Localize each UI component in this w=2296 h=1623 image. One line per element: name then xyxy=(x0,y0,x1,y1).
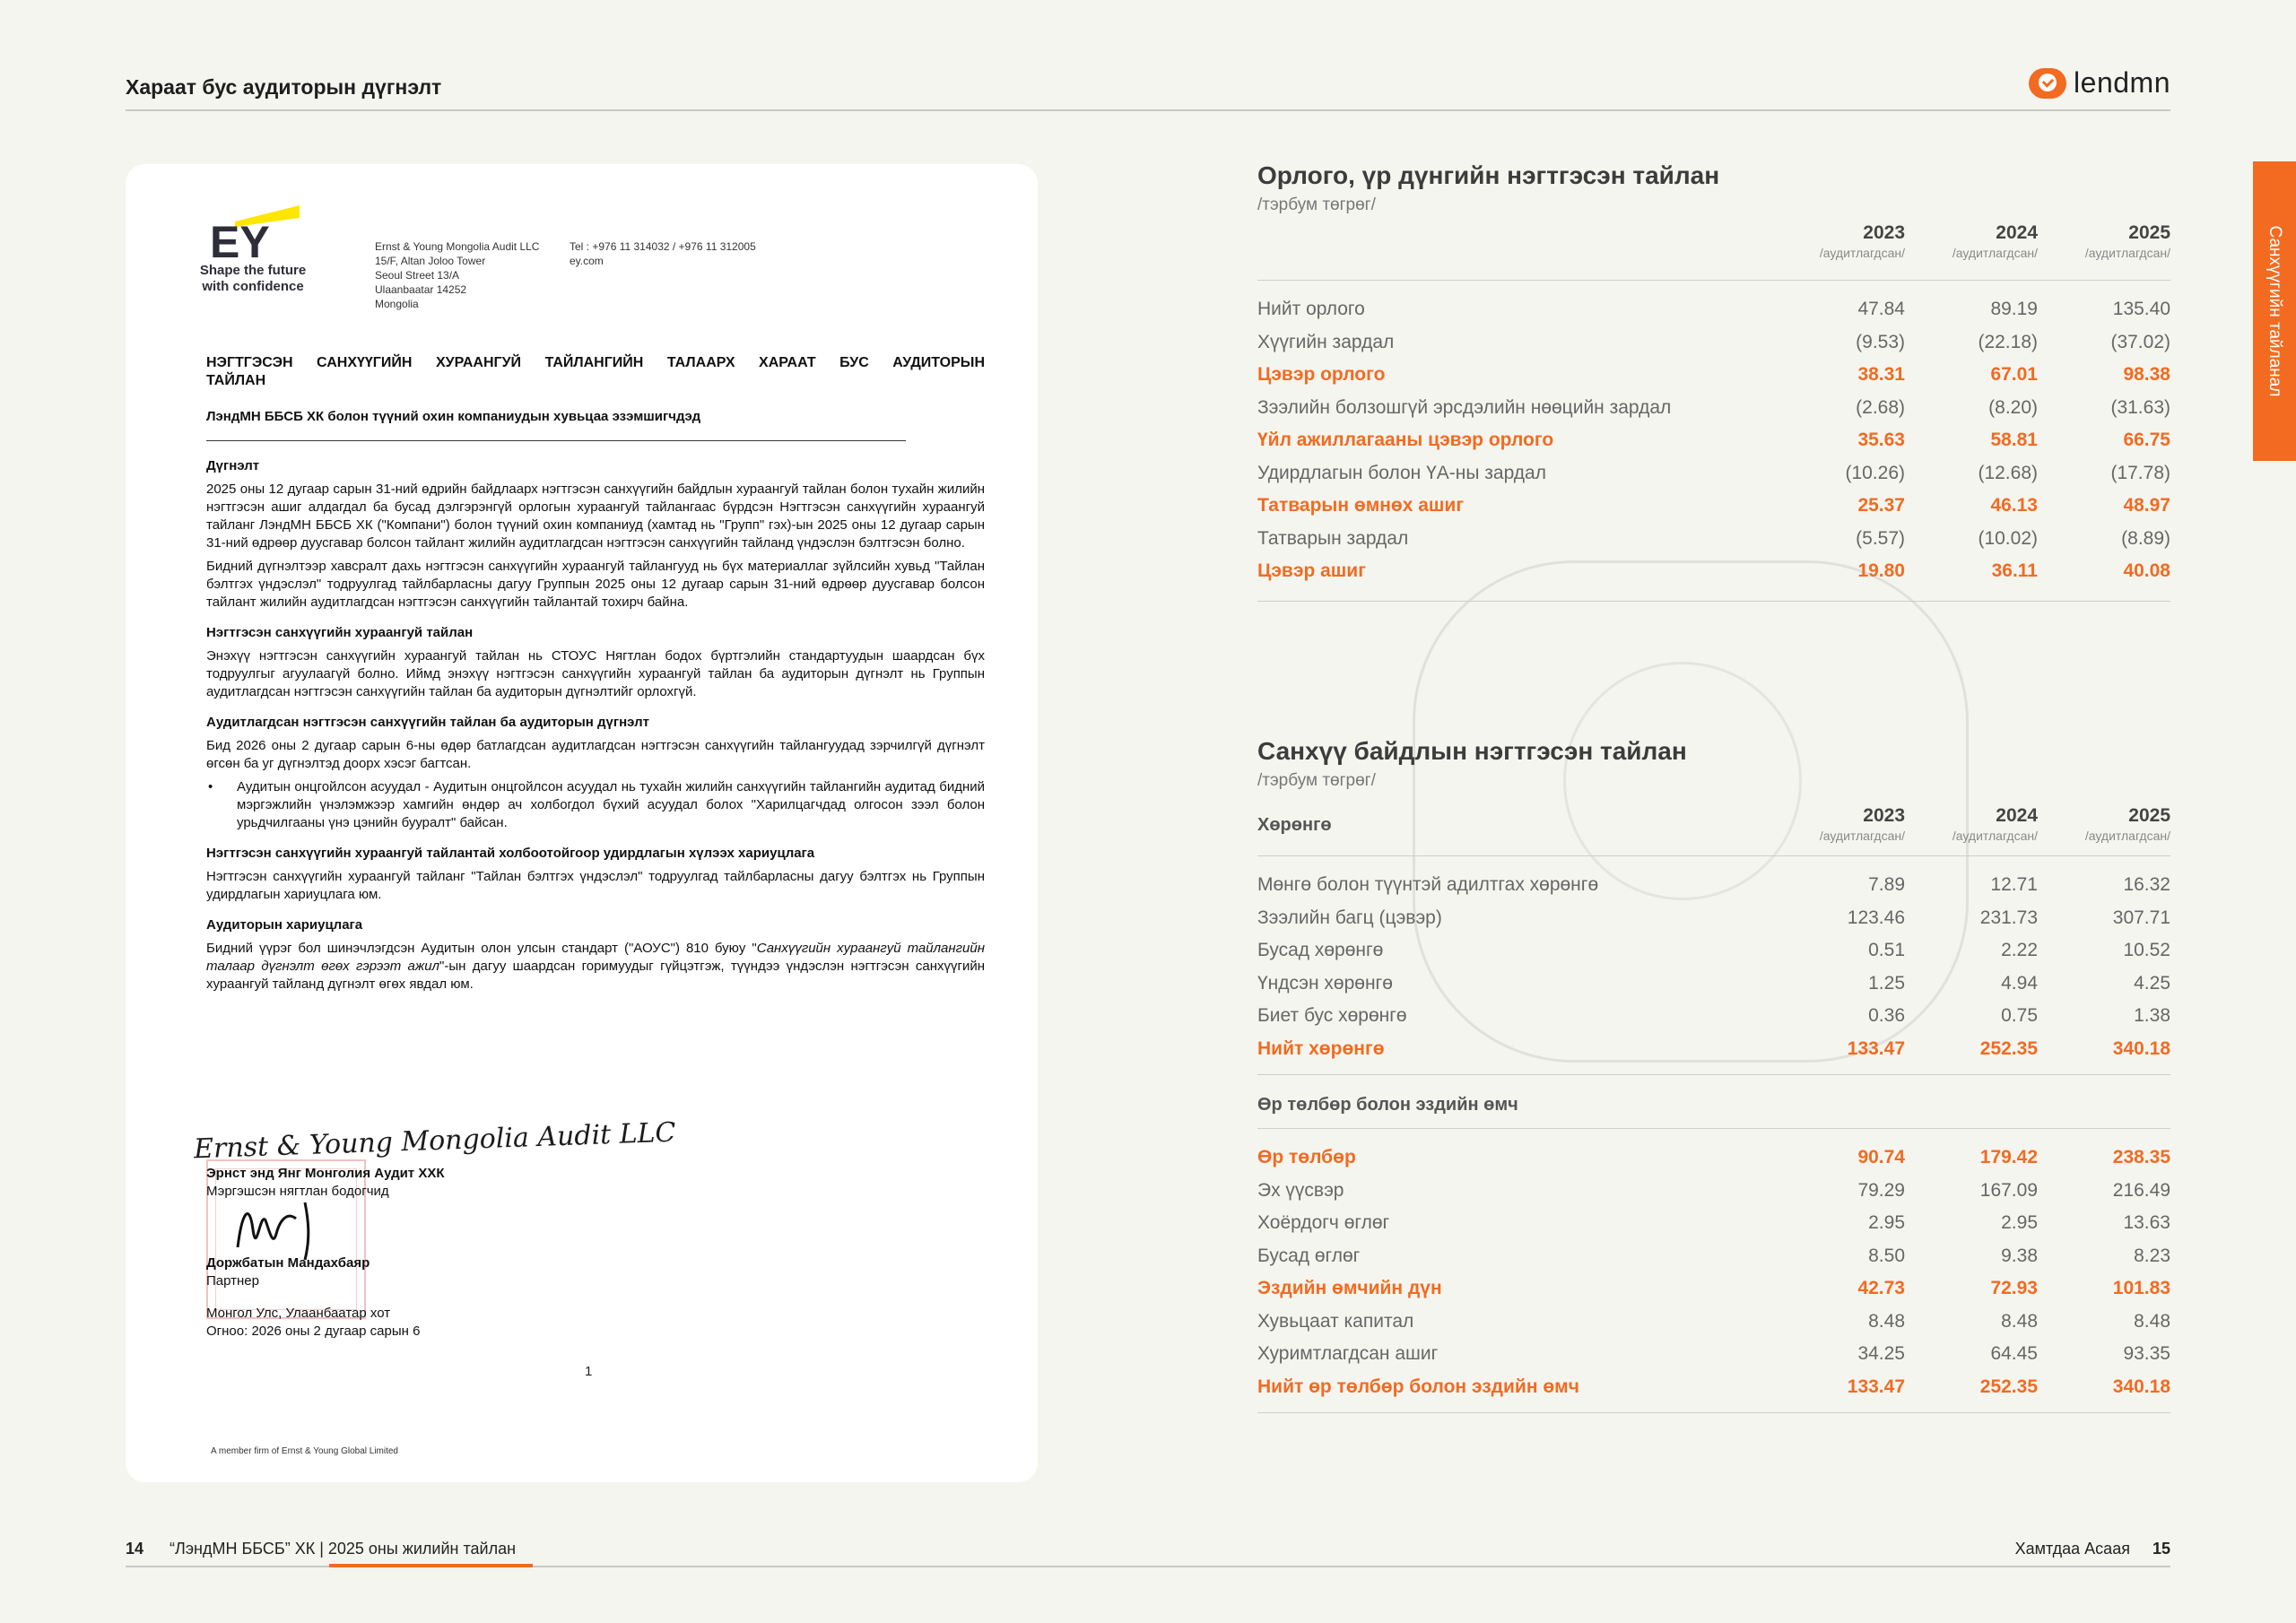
balance-sheet xyxy=(1257,737,2170,1413)
audited-paragraph: Бид 2026 оны 2 дугаар сарын 6-ны өдөр батлагдсан аудитлагдсан нэгтгэсэн санхүүгийн тайлангуудад зэрчилгүй дүгнэлт өгсөн ба уг дүгнэлтэд доорх хэсэг багтсан. xyxy=(206,738,985,771)
row-value: 307.71 xyxy=(2112,907,2170,928)
row-label: Зээлийн болзошгүй эрсдэлийн нөөцийн зардал xyxy=(1257,396,1672,418)
opinion-paragraph: Бидний дүгнэлтээр хавсралт дахь нэгтгэсэн санхүүгийн хураангуй тайлангууд нь бүх материаллаг зүйлсийн хувьд "Тайлан бэлтгэх үндэслэл" тодруулгад тайлбарласны дагуу Группын 2025 оны 12 дугаар сарын 31-ний өдрөөр дуусгавар болсон тайлант жилийн аудитлагдсан нэгтгэсэн санхүүгийн тайлантай тохирч байна. xyxy=(206,559,985,610)
row-label: Үндсэн хөрөнгө xyxy=(1257,972,1393,994)
key-audit-matter-item xyxy=(206,778,985,832)
row-value: 252.35 xyxy=(1979,1037,2038,1059)
income-unit: /тэрбум төгрөг/ xyxy=(1257,195,1376,214)
table-row xyxy=(1257,1306,2170,1339)
row-label: Мөнгө болон түүнтэй адилтгах хөрөнгө xyxy=(1257,874,1599,896)
row-value: 89.19 xyxy=(1990,299,2038,320)
auditor-paragraph: Бидний үүрэг бол шинэчлэгдсэн Аудитын олон улсын стандарт ("АОУС") 810 буюу "Санхүүгийн хураангуй тайлангийн талаар дүгнэлт өгөх гэрээт ажил"-ын дагуу шаардсан горимуудыг гүйцэтгэж, түүндээ үндэслэн нэгтгэсэн санхүүгийн хураангуй тайланд дүгнэлт өгөх явдал юм. xyxy=(206,941,986,992)
address-line: Mongolia xyxy=(375,298,419,310)
income-title: Орлого, үр дүнгийн нэгтгэсэн тайлан xyxy=(1257,161,1720,189)
footer-left-text: “ЛэндМН ББСБ” ХК | 2025 оны жилийн тайлан xyxy=(170,1540,517,1558)
row-label: Цэвэр орлого xyxy=(1257,364,1386,386)
row-value: (5.57) xyxy=(1856,527,1905,549)
row-value: 0.51 xyxy=(1868,940,1905,961)
footer-left-page: 14 xyxy=(126,1540,144,1558)
row-value: 72.93 xyxy=(1990,1278,2038,1299)
table-row xyxy=(1257,1240,2170,1273)
row-value: 8.48 xyxy=(1868,1310,1905,1332)
row-value: (10.26) xyxy=(1845,462,1905,483)
table-row xyxy=(1257,424,2170,457)
assets-label: Хөрөнгө xyxy=(1257,815,1332,835)
year-label: 2023 xyxy=(1863,222,1905,243)
income-year-header xyxy=(1257,222,2170,280)
firm-role: Мэргэшсэн нягтлан бодогчид xyxy=(206,1184,389,1199)
report-date: Огноо: 2026 оны 2 дугаар сарын 6 xyxy=(206,1324,421,1339)
row-label: Хувьцаат капитал xyxy=(1257,1310,1414,1332)
row-value: 252.35 xyxy=(1979,1376,2038,1397)
row-value: 35.63 xyxy=(1857,430,1905,451)
table-row xyxy=(1257,1000,2170,1033)
side-tab-label: Санхүүгийн тайланал xyxy=(2266,225,2284,397)
row-value: 1.38 xyxy=(2134,1005,2170,1027)
ey-logo-icon xyxy=(199,202,307,257)
table-row xyxy=(1257,1207,2170,1240)
row-value: 36.11 xyxy=(1991,560,2038,582)
logo-text: lendmn xyxy=(2074,66,2170,99)
header-divider xyxy=(126,109,2170,111)
address-line: Ernst & Young Mongolia Audit LLC xyxy=(375,240,540,253)
row-value: 8.48 xyxy=(2001,1310,2038,1332)
ey-logo xyxy=(190,202,316,295)
row-value: 40.08 xyxy=(2123,560,2170,582)
ey-tel: Tel : +976 11 314032 / +976 11 312005 xyxy=(570,240,756,253)
row-value: 58.81 xyxy=(1990,430,2038,451)
row-label: Цэвэр ашиг xyxy=(1257,560,1366,582)
table-row xyxy=(1257,1141,2170,1175)
asset-rows xyxy=(1257,856,2170,1074)
row-value: (31.63) xyxy=(2110,396,2170,418)
row-value: 16.32 xyxy=(2123,874,2170,896)
letter-page-number: 1 xyxy=(585,1364,593,1379)
year-label: 2024 xyxy=(1996,805,2038,826)
row-value: (10.02) xyxy=(1978,527,2038,549)
row-value: (17.78) xyxy=(2110,462,2170,483)
table-row xyxy=(1257,523,2170,556)
ey-address xyxy=(375,239,539,311)
income-statement xyxy=(1257,161,2170,602)
row-value: 42.73 xyxy=(1857,1278,1905,1299)
row-value: 98.38 xyxy=(2123,364,2170,386)
audited-label: /аудитлагдсан/ xyxy=(1952,829,2038,843)
lendmn-check-icon xyxy=(2029,68,2066,99)
audited-label: /аудитлагдсан/ xyxy=(2084,246,2170,260)
row-label: Татварын зардал xyxy=(1257,527,1409,549)
footer-right xyxy=(2015,1540,2170,1558)
address-line: 15/F, Altan Joloo Tower xyxy=(375,255,486,267)
row-value: 13.63 xyxy=(2123,1212,2170,1234)
row-label: Нийт өр төлбөр болон эздийн өмч xyxy=(1257,1376,1579,1397)
row-label: Эздийн өмчийн дүн xyxy=(1257,1278,1442,1299)
table-row xyxy=(1257,555,2170,588)
bullet-icon: • xyxy=(208,779,213,794)
row-value: (22.18) xyxy=(1978,331,2038,352)
row-value: 9.38 xyxy=(2001,1245,2038,1266)
table-row xyxy=(1257,968,2170,1001)
signature-block xyxy=(206,1165,445,1341)
address-line: Ulaanbaatar 14252 xyxy=(375,283,467,296)
audited-heading: Аудитлагдсан нэгтгэсэн санхүүгийн тайлан ба аудиторын дүгнэлт xyxy=(206,715,649,730)
row-value: 47.84 xyxy=(1857,299,1905,320)
letter-title: НЭГТГЭСЭН САНХҮҮГИЙН ХУРААНГУЙ ТАЙЛАНГИЙН ТАЛААРХ ХАРААТ БУС АУДИТОРЫН xyxy=(206,355,985,370)
address-line: Seoul Street 13/A xyxy=(375,269,460,282)
summary-heading: Нэгтгэсэн санхүүгийн хураангуй тайлан xyxy=(206,625,474,640)
footer-right-page: 15 xyxy=(2152,1540,2170,1558)
table-row xyxy=(1257,902,2170,935)
row-value: 66.75 xyxy=(2123,430,2170,451)
row-value: 8.48 xyxy=(2134,1310,2170,1332)
row-value: 25.37 xyxy=(1857,495,1905,516)
row-label: Бусад өглөг xyxy=(1257,1245,1361,1266)
row-value: 34.25 xyxy=(1857,1343,1905,1365)
table-row xyxy=(1257,1371,2170,1404)
place: Монгол Улс, Улаанбаатар хот xyxy=(206,1306,391,1321)
income-rows xyxy=(1257,281,2170,601)
row-value: 0.75 xyxy=(2001,1005,2038,1027)
audit-report-card xyxy=(126,164,1038,1482)
ey-web: ey.com xyxy=(570,255,604,267)
row-value: 231.73 xyxy=(1979,907,2038,928)
year-label: 2023 xyxy=(1863,805,1905,826)
row-value: 1.25 xyxy=(1868,972,1905,994)
row-label: Өр төлбөр xyxy=(1257,1147,1356,1168)
row-value: 133.47 xyxy=(1847,1037,1905,1059)
table-row xyxy=(1257,1272,2170,1306)
liabilities-label: Өр төлбөр болон эздийн өмч xyxy=(1257,1095,1518,1115)
balance-unit: /тэрбум төгрөг/ xyxy=(1257,771,1376,790)
firm-script-signature: Ernst & Young Mongolia Audit LLC xyxy=(193,1116,677,1166)
footer-accent-bar xyxy=(329,1564,533,1567)
table-row xyxy=(1257,1338,2170,1371)
balance-year-header xyxy=(1257,805,2170,855)
year-label: 2024 xyxy=(1996,222,2038,243)
partner-name: Доржбатын Мандахбаяр xyxy=(206,1255,370,1271)
row-label: Татварын өмнөх ашиг xyxy=(1257,495,1465,516)
firm-name: Эрнст энд Янг Монголия Аудит ХХК xyxy=(206,1166,445,1181)
row-value: 4.25 xyxy=(2134,972,2170,994)
auditor-heading: Аудиторын хариуцлага xyxy=(206,917,363,933)
ey-tagline-2: with confidence xyxy=(202,279,304,294)
row-value: 167.09 xyxy=(1979,1179,2038,1201)
row-value: 216.49 xyxy=(2112,1179,2170,1201)
audited-label: /аудитлагдсан/ xyxy=(1819,246,1905,260)
svg-text:EY: EY xyxy=(210,217,270,257)
row-value: 67.01 xyxy=(1990,364,2038,386)
row-value: 123.46 xyxy=(1847,907,1905,928)
row-label: Хуримтлагдсан ашиг xyxy=(1257,1343,1439,1365)
liability-rows xyxy=(1257,1129,2170,1412)
year-label: 2025 xyxy=(2128,805,2170,826)
row-value: 12.71 xyxy=(1990,874,2038,896)
footer-right-text: Хамтдаа Асаая xyxy=(2014,1540,2130,1558)
management-heading: Нэгтгэсэн санхүүгийн хураангуй тайлантай холбоотойгоор удирдлагын хүлээх хариуцлага xyxy=(206,846,815,861)
ey-contact xyxy=(570,239,756,268)
row-label: Зээлийн багц (цэвэр) xyxy=(1257,907,1442,928)
audited-label: /аудитлагдсан/ xyxy=(2084,829,2170,843)
row-label: Нийт хөрөнгө xyxy=(1257,1037,1385,1059)
row-value: 38.31 xyxy=(1857,364,1905,386)
row-value: 19.80 xyxy=(1857,560,1905,582)
row-value: 7.89 xyxy=(1868,874,1905,896)
row-value: (37.02) xyxy=(2110,331,2170,352)
row-value: (2.68) xyxy=(1856,396,1905,418)
management-paragraph: Нэгтгэсэн санхүүгийн хураангуй тайланг "Тайлан бэлтгэх үндэслэл" тодруулгад тайлбарласны дагуу бэлтгэх нь Группын удирдлагын хариуцлага юм. xyxy=(206,869,985,902)
section-side-tab[interactable] xyxy=(2253,161,2296,461)
lendmn-logo xyxy=(2029,66,2170,100)
table-row xyxy=(1257,293,2170,326)
row-value: 79.29 xyxy=(1857,1179,1905,1201)
row-label: Эх үүсвэр xyxy=(1257,1179,1344,1201)
footer-left xyxy=(126,1540,516,1558)
row-value: 2.95 xyxy=(2001,1212,2038,1234)
row-value: (8.89) xyxy=(2121,527,2170,549)
member-firm-note: A member firm of Ernst & Young Global Limited xyxy=(211,1446,398,1456)
row-value: 48.97 xyxy=(2123,495,2170,516)
row-value: 46.13 xyxy=(1990,495,2038,516)
row-value: 238.35 xyxy=(2112,1147,2170,1168)
table-rule xyxy=(1257,1412,2170,1413)
row-label: Хүүгийн зардал xyxy=(1257,331,1395,352)
row-label: Бусад хөрөнгө xyxy=(1257,940,1384,961)
year-label: 2025 xyxy=(2128,222,2170,243)
row-value: 0.36 xyxy=(1868,1005,1905,1027)
row-value: 2.22 xyxy=(2001,940,2038,961)
table-row xyxy=(1257,392,2170,425)
audited-label: /аудитлагдсан/ xyxy=(1952,246,2038,260)
row-value: 10.52 xyxy=(2123,940,2170,961)
row-value: 8.50 xyxy=(1868,1245,1905,1266)
row-value: 2.95 xyxy=(1868,1212,1905,1234)
row-label: Удирдлагын болон ҮА-ны зардал xyxy=(1257,462,1546,483)
letter-addressee: ЛэндМН ББСБ ХК болон түүний охин компаниудын хувьцаа эзэмшигчдэд xyxy=(206,409,701,424)
audited-label: /аудитлагдсан/ xyxy=(1819,829,1905,843)
row-value: (12.68) xyxy=(1978,462,2038,483)
row-value: 101.83 xyxy=(2112,1278,2170,1299)
row-value: (8.20) xyxy=(1988,396,2038,418)
audit-letter-body xyxy=(206,354,985,999)
letter-title-2: ТАЙЛАН xyxy=(206,373,266,388)
summary-paragraph: Энэхүү нэгтгэсэн санхүүгийн хураангуй тайлан нь СТОУС Нягтлан бодох бүртгэлийн стандартуудын шаардсан бүх тодруулгыг агуулаагүй болно. Иймд энэхүү нэгтгэсэн санхүүгийн хураангуй тайлан ба аудиторын дүгнэлт нь Группын аудитлагдсан нэгтгэсэн санхүүгийн тайлан ба аудиторын дүгнэлтийг орлохгүй. xyxy=(206,648,985,699)
opinion-heading: Дүгнэлт xyxy=(206,458,260,473)
table-row xyxy=(1257,934,2170,968)
page-header-title: Хараат бус аудиторын дүгнэлт xyxy=(126,75,442,99)
ey-tagline-1: Shape the future xyxy=(199,263,307,278)
table-row xyxy=(1257,326,2170,360)
partner-role: Партнер xyxy=(206,1273,259,1289)
row-value: 4.94 xyxy=(2001,972,2038,994)
row-value: (9.53) xyxy=(1856,331,1905,352)
row-label: Биет бус хөрөнгө xyxy=(1257,1005,1407,1027)
table-row xyxy=(1257,1175,2170,1208)
row-label: Үйл ажиллагааны цэвэр орлого xyxy=(1257,430,1554,451)
row-value: 8.23 xyxy=(2134,1245,2170,1266)
balance-title: Санхүү байдлын нэгтгэсэн тайлан xyxy=(1257,737,1687,765)
opinion-paragraph: 2025 оны 12 дугаар сарын 31-ний өдрийн байдлаарх нэгтгэсэн санхүүгийн байдлын хураангуй тайлан болон тухайн жилийн нэгтгэсэн ашиг алдагдал ба бусад дэлгэрэнгүй орлогын хураангуй тайлангаас бүрдсэн Нэгтгэсэн санхүүгийн хураангуй тайланг ЛэндМН ББСБ ХК ("Компани") болон түүний охин компаниуд (хамтад нь "Групп" гэх)-ын 2025 оны 12 дугаар сарын 31-ний өдрөөр дуусгавар болсон тайлант жилийн аудитлагдсан нэгтгэсэн санхүүгийн тайланд үндэслэн бэлтгэсэн болно. xyxy=(206,482,985,551)
bullet-text: Аудитын онцгойлсон асуудал - Аудитын онцгойлсон асуудал нь тухайн жилийн санхүүгийн тайлангийн аудитад бидний мэргэжлийн үнэлэмжээр хамгийн өндөр ач холбогдол бүхий асуудал болох "Харилцагчдад олгосон зээл болон урьдчилгааны үнэ цэнийн бууралт" байсан. xyxy=(237,779,985,830)
letter-divider xyxy=(206,440,906,441)
row-value: 179.42 xyxy=(1979,1147,2038,1168)
row-label: Нийт орлого xyxy=(1257,299,1365,320)
row-value: 64.45 xyxy=(1990,1343,2038,1365)
table-row xyxy=(1257,457,2170,490)
row-label: Хоёрдогч өглөг xyxy=(1257,1212,1390,1234)
table-row xyxy=(1257,490,2170,523)
row-value: 133.47 xyxy=(1847,1376,1905,1397)
row-value: 93.35 xyxy=(2123,1343,2170,1365)
row-value: 135.40 xyxy=(2112,299,2170,320)
table-rule xyxy=(1257,601,2170,602)
table-row xyxy=(1257,1033,2170,1066)
table-row xyxy=(1257,869,2170,902)
row-value: 340.18 xyxy=(2112,1037,2170,1059)
row-value: 90.74 xyxy=(1857,1147,1905,1168)
table-row xyxy=(1257,359,2170,392)
row-value: 340.18 xyxy=(2112,1376,2170,1397)
